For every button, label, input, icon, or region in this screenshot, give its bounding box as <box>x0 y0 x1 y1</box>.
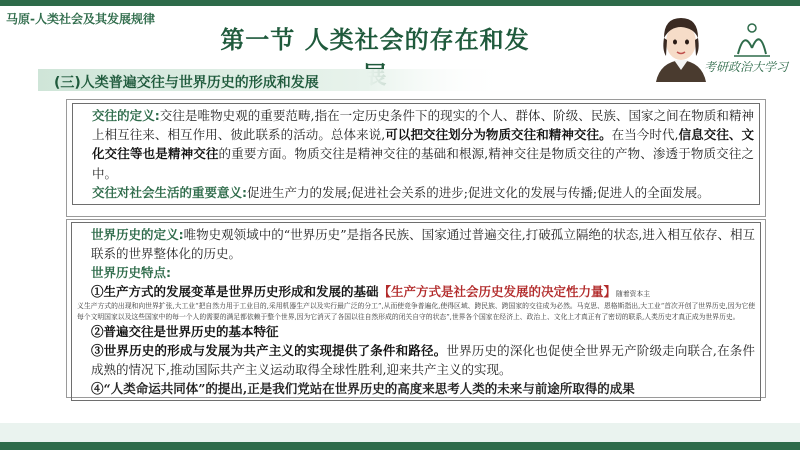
page-title: 第一节 人类社会的存在和发 <box>220 26 530 54</box>
section-title: (三)人类普遍交往与世界历史的形成和发展 <box>54 75 319 91</box>
feature-3-paragraph <box>77 341 755 379</box>
interaction-definition-bold-1: 可以把交往划分为物质交往和精神交往。 <box>385 127 612 143</box>
interaction-significance-paragraph <box>78 183 754 202</box>
world-history-box <box>66 219 766 398</box>
world-history-definition-label: 世界历史的定义: <box>91 227 184 242</box>
bottom-accent-strip <box>0 442 800 450</box>
interaction-definition-box <box>66 99 766 217</box>
feature-1-title: ①生产方式的发展变革是世界历史形成和发展的基础 <box>91 284 379 299</box>
avatar-illustration-icon <box>650 10 712 82</box>
interaction-definition-text-1: 交往是唯物史观的重要范畴,指在一定历史条件下的现实的个人、群体、阶级、民族、国家之间在物质和精神上相互往来、相互作用、彼此联系的活动。总体来说, <box>92 108 755 143</box>
interaction-definition-paragraph <box>78 106 754 183</box>
feature-1-note-start: 随着资本主 <box>616 290 651 298</box>
brand-text: 考研政治大学习 <box>704 60 789 74</box>
interaction-definition-text-2: 在当今时代, <box>611 127 679 143</box>
feature-1-highlight: 【生产方式是社会历史发展的决定性力量】 <box>378 284 617 299</box>
feature-4-paragraph: ④“人类命运共同体”的提出,正是我们党站在世界历史的高度来思考人类的未来与前途所取得的成果 <box>91 381 635 396</box>
interaction-definition-content <box>72 103 760 205</box>
feature-3-title: ③世界历史的形成与发展为共产主义的实现提供了条件和路径。 <box>91 343 447 358</box>
interaction-definition-text-3: 的重要方面。物质交往是精神交往的基础和根源,精神交往是物质交往的产物、渗透于物质交往之中。 <box>92 146 754 181</box>
interaction-significance-label: 交往对社会生活的重要意义: <box>92 184 247 200</box>
top-accent-strip <box>0 0 800 6</box>
world-history-definition-text: 唯物史观领域中的“世界历史”是指各民族、国家通过普遍交往,打破孤立隔绝的状态,进入相互依存、相互联系的世界整体化的历史。 <box>91 227 756 261</box>
world-history-definition-paragraph <box>77 225 755 263</box>
feature-2-paragraph: ②普遍交往是世界历史的基本特征 <box>91 324 279 339</box>
feature-1-note-body: 义生产方式的出现和向世界扩张,大工业“把自然力用于工业目的,采用机器生产以及实行最广泛的分工”,从而使竞争普遍化,使得区域、跨民族、跨国家的交往成为必然。马克思、恩格斯指出,大工业“首次开创了世界历史,因为它使每个文明国家以及这些国家中的每一个人的需要的满足都依赖于整个世界,因为它消灭了各国以往自然形成的闭关自守的状态”,世界各个国家在经济上、政治上、文化上才真正有了密切的联系,人类历史才真正成为世界历史。 <box>77 302 755 321</box>
feature-3-text: 世界历史的深化也促使全世界无产阶级走向联合,在条件成熟的情况下,推动国际共产主义运动取得全球性胜利,迎来共产主义的实现。 <box>91 343 755 377</box>
interaction-definition-bold-2: 信息交往、文化交往等也是精神交往 <box>92 127 754 162</box>
interaction-definition-label: 交往的定义: <box>92 108 160 123</box>
feature-1-paragraph <box>77 282 755 322</box>
course-tag: 马原-人类社会及其发展规律 <box>6 12 155 26</box>
world-history-content <box>71 222 761 401</box>
world-history-features-label: 世界历史特点: <box>91 265 171 280</box>
interaction-significance-text: 促进生产力的发展;促进社会关系的进步;促进文化的发展与传播;促进人的全面发展。 <box>247 184 710 200</box>
